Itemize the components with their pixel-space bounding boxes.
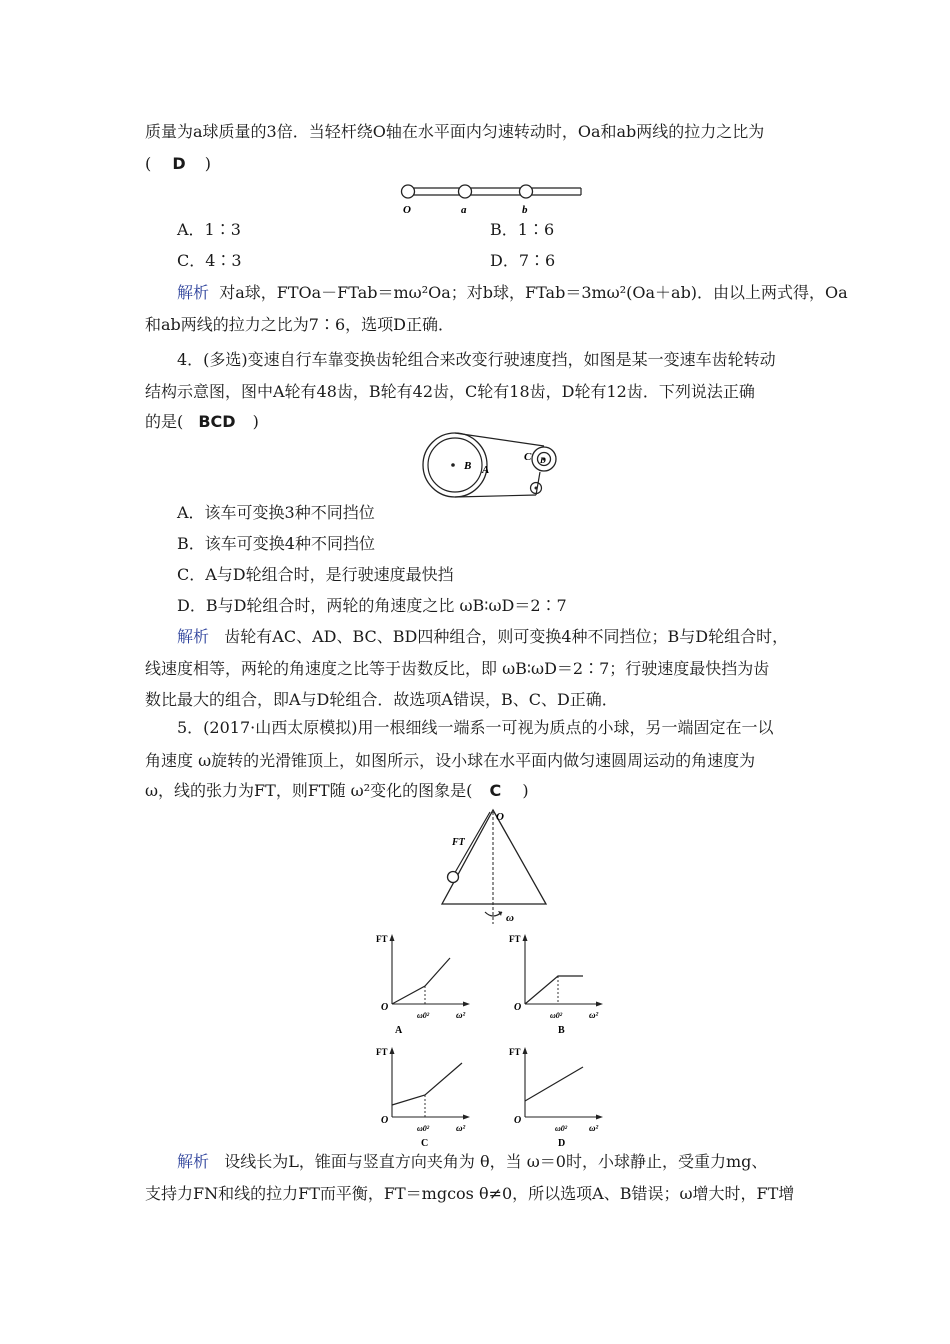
q3-answer-line <box>145 154 211 174</box>
ball-b <box>520 185 533 198</box>
label-omega: ω <box>506 912 514 924</box>
q5-graph-c <box>370 1043 480 1151</box>
gear-label-c: C <box>524 451 532 463</box>
q3-answer: D <box>172 154 186 173</box>
x-arrow <box>463 1002 470 1007</box>
q4-answer: BCD <box>198 412 236 431</box>
q4-option-a: A．该车可变换3种不同挡位 <box>177 503 375 522</box>
x-label: ω² <box>589 1123 599 1133</box>
q3-option-b: B．1∶6 <box>490 220 555 239</box>
q3-analysis-line2: 和ab两线的拉力之比为7∶6，选项D正确． <box>145 315 454 334</box>
stem-text: ω，线的张力为FT，则FT随 ω²变化的图象是( <box>145 781 473 800</box>
q4-option-d: D．B与D轮组合时，两轮的角速度之比 ωB∶ωD＝2∶7 <box>177 596 567 615</box>
analysis-label: 解析 <box>177 283 210 302</box>
q4-analysis-line3: 数比最大的组合，即A与D轮组合．故选项A错误，B、C、D正确． <box>145 690 618 709</box>
y-arrow <box>390 1047 395 1054</box>
y-label: FT <box>376 934 388 944</box>
q4-gear-figure <box>420 432 565 500</box>
origin-label: O <box>514 1115 522 1126</box>
origin-label: O <box>514 1002 522 1013</box>
tick-label: ω0² <box>555 1124 568 1133</box>
q4-analysis-line1 <box>177 627 788 647</box>
q5-stem-line3 <box>145 781 529 801</box>
q5-graph-a <box>370 930 480 1038</box>
x-label: ω² <box>456 1010 466 1020</box>
paren-open: ( <box>145 154 152 173</box>
graph-name: A <box>395 1025 403 1036</box>
label-o: O <box>403 204 411 216</box>
y-arrow <box>390 934 395 941</box>
q3-stem-line1: 质量为a球质量的3倍．当轻杆绕O轴在水平面内匀速转动时，Oa和ab两线的拉力之比为 <box>145 122 765 141</box>
gear-label-b: B <box>464 460 472 472</box>
ball <box>448 872 459 883</box>
x-arrow <box>463 1115 470 1120</box>
q4-stem-line1: 4．(多选)变速自行车靠变换齿轮组合来改变行驶速度挡，如图是某一变速车齿轮转动 <box>177 350 776 369</box>
gear-a-outer <box>423 433 490 497</box>
label-a: a <box>461 204 467 216</box>
gear-b-inner <box>428 438 482 492</box>
y-arrow <box>523 1047 528 1054</box>
gear-label-a: A <box>482 464 490 476</box>
ball-a <box>459 185 472 198</box>
graph-name: C <box>421 1138 429 1149</box>
x-arrow <box>596 1115 603 1120</box>
q5-analysis-line1 <box>177 1152 767 1172</box>
gear-a-center <box>451 463 455 467</box>
q5-graph-b <box>503 930 613 1038</box>
ball-o <box>402 185 415 198</box>
q3-option-d: D．7∶6 <box>490 251 556 270</box>
q5-analysis-line2: 支持力FN和线的拉力FT而平衡，FT＝mgcos θ≠0，所以选项A、B错误；ω增大时，FT增 <box>145 1184 795 1203</box>
q4-option-b: B．该车可变换4种不同挡位 <box>177 534 375 553</box>
x-arrow <box>596 1002 603 1007</box>
y-label: FT <box>376 1047 388 1057</box>
paren-close: ) <box>252 412 259 431</box>
tick-label: ω0² <box>417 1011 430 1020</box>
curve <box>392 958 450 1004</box>
paren-close: ) <box>522 781 529 800</box>
curve <box>525 1067 583 1101</box>
analysis-label: 解析 <box>177 627 210 646</box>
analysis-label: 解析 <box>177 1152 210 1171</box>
origin-label: O <box>381 1115 389 1126</box>
q5-answer: C <box>489 781 502 800</box>
q3-option-a: A．1∶3 <box>177 220 241 239</box>
label-ft: FT <box>452 837 465 848</box>
stem-text: 的是( <box>145 412 184 431</box>
curve <box>525 976 583 1004</box>
q5-graph-d <box>503 1043 613 1151</box>
q4-option-c: C．A与D轮组合时，是行驶速度最快挡 <box>177 565 454 584</box>
q4-stem-line2: 结构示意图，图中A轮有48齿，B轮有42齿，C轮有18齿，D轮有12齿．下列说法正确 <box>145 382 755 401</box>
x-label: ω² <box>456 1123 466 1133</box>
curve <box>392 1063 462 1105</box>
q5-stem-line2: 角速度 ω旋转的光滑锥顶上，如图所示，设小球在水平面内做匀速圆周运动的角速度为 <box>145 751 756 770</box>
x-label: ω² <box>589 1010 599 1020</box>
analysis-text: 设线长为L，锥面与竖直方向夹角为 θ，当 ω＝0时，小球静止，受重力mg、 <box>224 1152 768 1171</box>
q5-cone-figure <box>438 808 558 926</box>
chain-top <box>455 433 544 446</box>
label-b: b <box>522 204 528 216</box>
q5-stem-line1: 5．(2017·山西太原模拟)用一根细线一端系一可视为质点的小球，另一端固定在一以 <box>177 718 774 737</box>
paren-close: ) <box>204 154 211 173</box>
label-o: O <box>496 811 504 823</box>
q4-stem-line3 <box>145 412 259 432</box>
analysis-text: 对a球，FTOa－FTab＝mω²Oa；对b球，FTab＝3mω²(Oa＋ab)．由以上两式得，Oa <box>219 283 848 302</box>
gear-label-d: D <box>540 456 546 465</box>
q4-analysis-line2: 线速度相等，两轮的角速度之比等于齿数反比，即 ωB∶ωD＝2∶7；行驶速度最快挡为齿 <box>145 659 770 678</box>
q3-option-c: C．4∶3 <box>177 251 242 270</box>
analysis-text: 齿轮有AC、AD、BC、BD四种组合，则可变换4种不同挡位；B与D轮组合时， <box>224 627 789 646</box>
y-label: FT <box>509 934 521 944</box>
cone-outline <box>442 810 546 904</box>
y-label: FT <box>509 1047 521 1057</box>
origin-label: O <box>381 1002 389 1013</box>
tick-label: ω0² <box>550 1011 563 1020</box>
q3-rod-figure <box>395 180 585 220</box>
tensioner-center <box>535 487 538 490</box>
graph-name: B <box>558 1025 565 1036</box>
graph-name: D <box>558 1138 566 1149</box>
tick-label: ω0² <box>417 1124 430 1133</box>
q3-analysis-line1 <box>177 283 848 303</box>
y-arrow <box>523 934 528 941</box>
